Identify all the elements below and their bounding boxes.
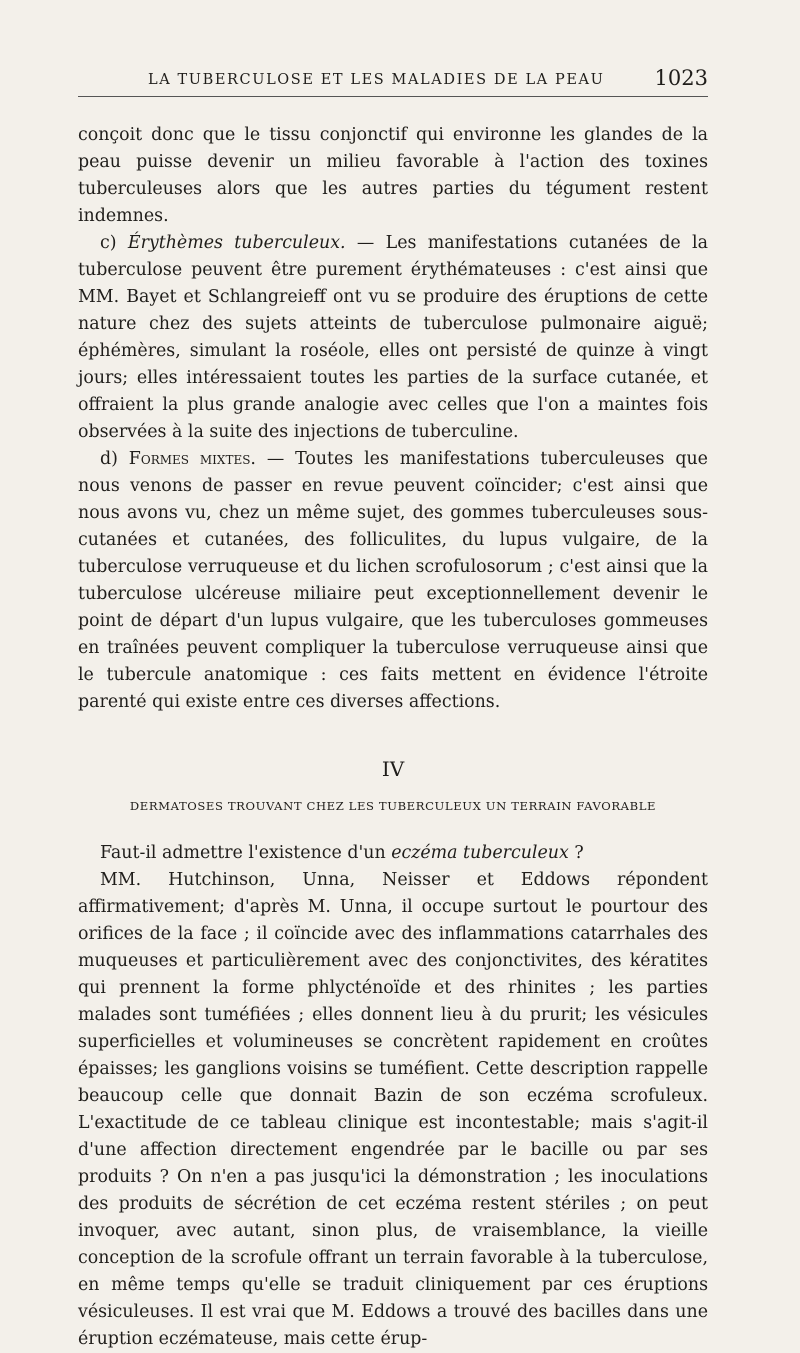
- question-term: eczéma tuberculeux: [391, 843, 569, 863]
- item-label-c: c): [100, 233, 128, 253]
- item-text-formes-mixtes: — Toutes les manifestations tuberculeuses que nous venons de passer en revue peuvent coïncider; c'est ainsi que nous avons vu, chez un même sujet, des gommes tuberculeuses sous-cutanées et cutanées, des folliculites, du lupus vulgaire, de la tuberculose verruqueuse et du lichen scrofulosorum ; c'est ainsi que la tuberculose ulcéreuse miliaire peut exceptionnellement devenir le point de départ d'un lupus vulgaire, que les tuberculoses gommeuses en traînées peuvent compliquer la tuberculose verruqueuse ainsi que le tubercule anatomique : ces faits mettent en évidence l'étroite parenté qui existe entre ces diverses affections.: [78, 449, 708, 712]
- item-heading-erythemes: Érythèmes tuberculeux.: [127, 233, 346, 253]
- section-number: IV: [381, 757, 405, 781]
- page-header: [78, 66, 708, 97]
- section-title: DERMATOSES TROUVANT CHEZ LES TUBERCULEUX UN TERRAIN FAVORABLE: [129, 799, 657, 813]
- item-heading-formes-mixtes: Formes mixtes.: [128, 449, 256, 469]
- paragraph-continuation: conçoit donc que le tissu conjonctif qui environne les glandes de la peau puisse devenir un milieu favorable à l'action des toxines tuberculeuses alors que les autres parties du tégument restent indemnes.: [78, 125, 708, 226]
- paragraph-formes-mixtes: [78, 446, 708, 716]
- running-title: LA TUBERCULOSE ET LES MALADIES DE LA PEAU: [148, 72, 605, 88]
- paragraph-eczema: MM. Hutchinson, Unna, Neisser et Eddows répondent affirmativement; d'après M. Unna, il occupe surtout le pourtour des orifices de la face ; il coïncide avec des inflammations catarrhales des muqueuses et particulièrement avec des conjonctivites, des kératites qui prennent la forme phlycténoïde et des rhinites ; les parties malades sont tuméfiées ; elles donnent lieu à du prurit; les vésicules superficielles et volumineuses se concrètent rapidement en croûtes épaisses; les ganglions voisins se tuméfient. Cette description rappelle beaucoup celle que donnait Bazin de son eczéma scrofuleux. L'exactitude de ce tableau clinique est incontestable; mais s'agit-il d'une affection directement engendrée par le bacille ou par ses produits ? On n'en a pas jusqu'ici la démonstration ; les inoculations des produits de sécrétion de cet eczéma restent stériles ; on peut invoquer, avec autant, sinon plus, de vraisemblance, la vieille conception de la scrofule offrant un terrain favorable à la tuberculose, en même temps qu'elle se traduit cliniquement par ces éruptions vésiculeuses. Il est vrai que M. Eddows a trouvé des bacilles dans une éruption eczémateuse, mais cette érup-: [78, 870, 708, 1349]
- item-text-erythemes: — Les manifestations cutanées de la tuberculose peuvent être purement érythémateuses : c'est ainsi que MM. Bayet et Schlangreieff ont vu se produire des éruptions de cette nature chez des sujets atteints de tuberculose pulmonaire aiguë; éphémères, simulant la roséole, elles ont persisté de quinze à vingt jours; elles intéressaient toutes les parties de la surface cutanée, et offraient la plus grande analogie avec celles que l'on a maintes fois observées à la suite des injections de tuberculine.: [78, 233, 708, 442]
- item-label-d: d): [100, 449, 129, 469]
- paragraph-erythemes: [78, 230, 708, 446]
- page-number: 1023: [654, 66, 708, 90]
- question-prefix: Faut-il admettre l'existence d'un: [100, 843, 392, 863]
- page-body: [78, 122, 708, 1353]
- paragraph-question: [78, 840, 708, 867]
- question-suffix: ?: [568, 843, 584, 863]
